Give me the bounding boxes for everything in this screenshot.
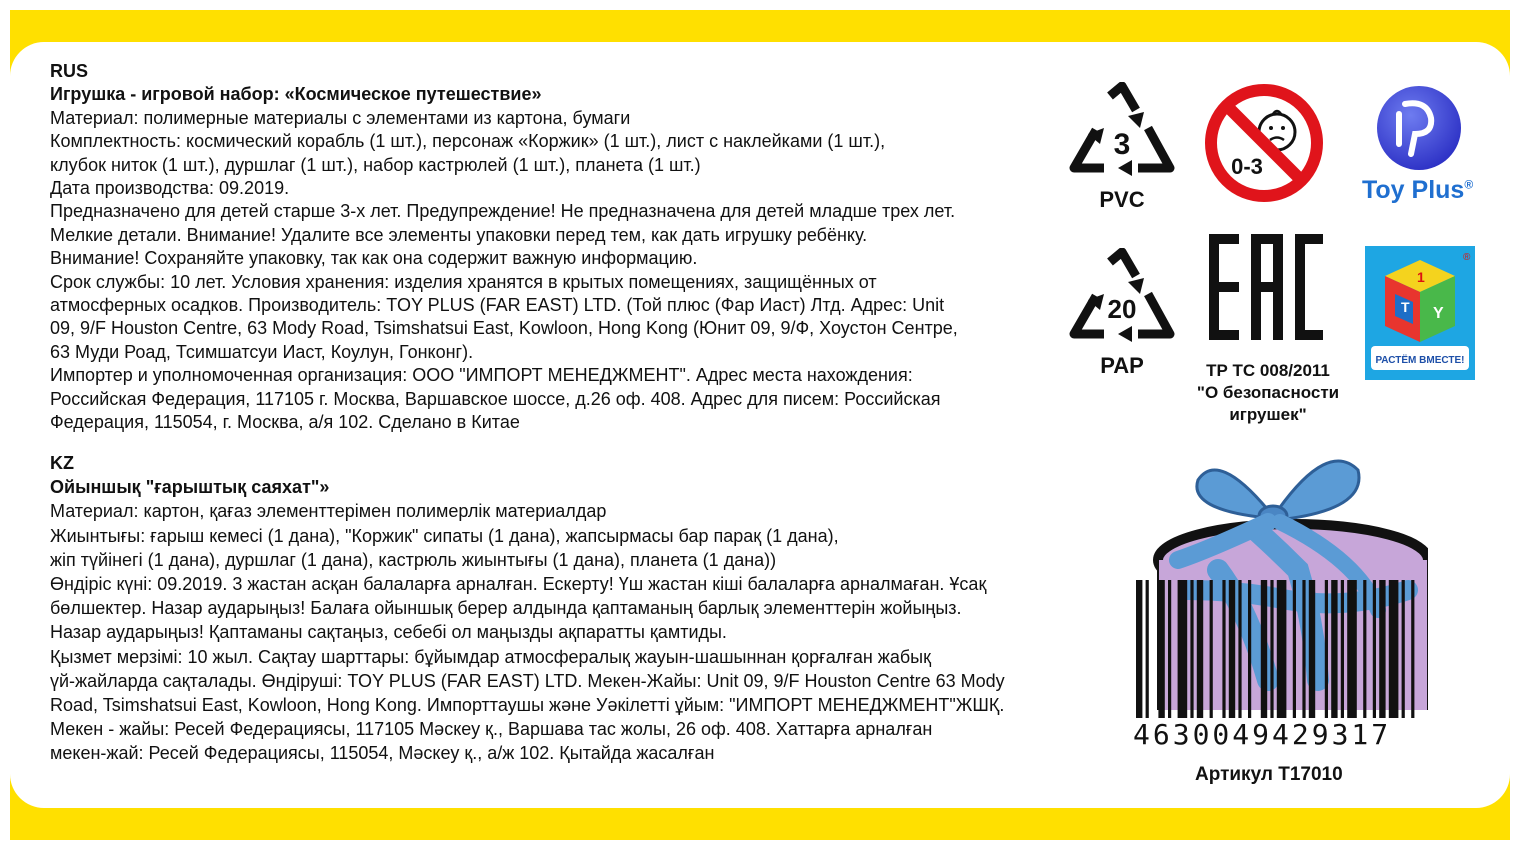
rus-line: 63 Муди Роад, Тсимшатсуи Иаст, Коулун, Гонконг).: [50, 341, 474, 362]
1toy-slogan: РАСТЁМ ВМЕСТЕ!: [1375, 355, 1465, 366]
eac-mark-text: EAC: [1266, 294, 1269, 295]
1toy-logo-icon: [1365, 246, 1475, 380]
kz-line: жіп түйінегі (1 дана), дуршлаг (1 дана), кастрюль жиынтығы (1 дана), планета (1 дана)): [50, 549, 777, 570]
rus-line: Комплектность: космический корабль (1 шт.), персонаж «Коржик» (1 шт.), лист с наклейками (1 шт.),: [50, 131, 886, 152]
kz-line: Материал: картон, қағаз элементтерімен полимерлік материалдар: [50, 501, 607, 522]
rus-line: Срок службы: 10 лет. Условия хранения: изделия хранятся в крытых помещениях, защищённых от: [50, 271, 877, 292]
article-number: Артикул Т17010: [1195, 764, 1343, 785]
rus-line: Импортер и уполномоченная организация: ООО "ИМПОРТ МЕНЕДЖМЕНТ". Адрес места нахождения:: [50, 365, 913, 386]
svg-text:1: 1: [1417, 269, 1425, 285]
kz-line: мекен-жай: Ресей Федерациясы, 115054, Мәскеу қ., а/ж 102. Қытайда жасалған: [50, 743, 715, 764]
svg-text:®: ®: [1463, 252, 1471, 263]
recycle-pap-label: PAP: [1100, 353, 1144, 378]
kz-line: Road, Tsimshatsui East, Kowloon, Hong Kong. Импорттаушы және Уәкілетті ұйым: "ИМПОРТ МЕНЕДЖМЕНТ"ЖШҚ.: [50, 695, 1005, 716]
barcode-icon: [1128, 580, 1428, 718]
rus-line: Федерация, 115054, г. Москва, а/я 102. Сделано в Китае: [50, 412, 520, 433]
rus-lang-label: RUS: [50, 61, 89, 81]
rus-line: 09, 9/F Houston Centre, 63 Mody Road, Tsimshatsui East, Kowloon, Hong Kong (Юнит 09, 9/Ф, Хоустон Сентре,: [50, 318, 958, 339]
barcode-digits: 4630049429317: [1133, 718, 1392, 751]
kz-section: [50, 451, 1110, 766]
recycle-pap-icon: [1066, 248, 1178, 346]
svg-text:T: T: [1401, 299, 1410, 315]
eac-mark-icon: [1209, 234, 1323, 340]
age-warning-text: 0-3: [1231, 154, 1263, 179]
kz-title: Ойыншық "ғарыштық саяхат"»: [50, 477, 330, 498]
kz-line: Қызмет мерзімі: 10 жыл. Сақтау шарттары: бұйымдар атмосфералық жауын-шашыннан қорғалған жабық: [50, 646, 931, 667]
eac-caption-line: ТР ТС 008/2011: [1206, 361, 1330, 380]
eac-caption-line: "О безопасности: [1196, 383, 1340, 402]
toy-plus-brand-name: Toy Plus: [1362, 176, 1465, 204]
kz-line: Жиынтығы: ғарыш кемесі (1 дана), "Коржик" сипаты (1 дана), жапсырмасы бар парақ (1 дана),: [50, 525, 839, 546]
kz-line: бөлшектер. Назар аударыңыз! Балаға ойыншық берер алдында қаптаманың барлық элементтерін жойыңыз.: [50, 598, 962, 619]
recycle-pap-number: 20: [1107, 294, 1137, 324]
eac-caption-line: игрушек": [1229, 405, 1307, 424]
rus-line: Внимание! Сохраняйте упаковку, так как она содержит важную информацию.: [50, 248, 698, 269]
eac-caption: [1178, 360, 1358, 426]
rus-line: Материал: полимерные материалы с элементами из картона, бумаги: [50, 107, 631, 128]
rus-section: [50, 60, 1110, 435]
toy-plus-brand: [1362, 176, 1473, 205]
recycle-pvc-number: 3: [1113, 128, 1131, 161]
toy-plus-reg: ®: [1464, 177, 1474, 192]
kz-line: Мекен - жайы: Ресей Федерациясы, 117105 Мәскеу қ., Варшава тас жолы, 26 оф. 408. Хаттарға арналған: [50, 719, 933, 740]
kz-line: Назар аударыңыз! Қаптаманы сақтаңыз, себебі ол маңызды ақпаратты қамтиды.: [50, 622, 727, 643]
toy-plus-logo-icon: [1375, 84, 1463, 172]
age-warning-icon: [1203, 82, 1325, 204]
svg-text:Y: Y: [1433, 305, 1444, 322]
kz-line: үй-жайларда сақталады. Өндіруші: TOY PLUS (FAR EAST) LTD. Мекен-Жайы: Unit 09, 9/F Houston Centre 63 Mody: [50, 670, 1005, 691]
recycle-pvc-label: PVC: [1099, 187, 1145, 212]
rus-line: Дата производства: 09.2019.: [50, 178, 290, 199]
kz-line: Өндіріс күні: 09.2019. 3 жастан асқан балаларға арналған. Ескерту! Үш жастан кіші балаларға арналмаған. Ұсақ: [50, 574, 987, 595]
rus-line: Предназначено для детей старше 3-х лет. Предупреждение! Не предназначена для детей младше трех лет.: [50, 201, 956, 222]
rus-line: атмосферных осадков. Производитель: TOY PLUS (FAR EAST) LTD. (Той плюс (Фар Иаст) Лтд. Адрес: Unit: [50, 295, 945, 316]
kz-lang-label: KZ: [50, 453, 74, 473]
rus-title: Игрушка - игровой набор: «Космическое путешествие»: [50, 84, 542, 105]
recycle-pvc-icon: [1066, 82, 1178, 180]
rus-line: Мелкие детали. Внимание! Удалите все элементы упаковки перед тем, как дать игрушку ребёнку.: [50, 224, 868, 245]
rus-line: клубок ниток (1 шт.), дуршлаг (1 шт.), набор кастрюлей (1 шт.), планета (1 шт.): [50, 154, 701, 175]
rus-line: Российская Федерация, 117105 г. Москва, Варшавское шоссе, д.26 оф. 408. Адрес для писем: Российская: [50, 388, 941, 409]
